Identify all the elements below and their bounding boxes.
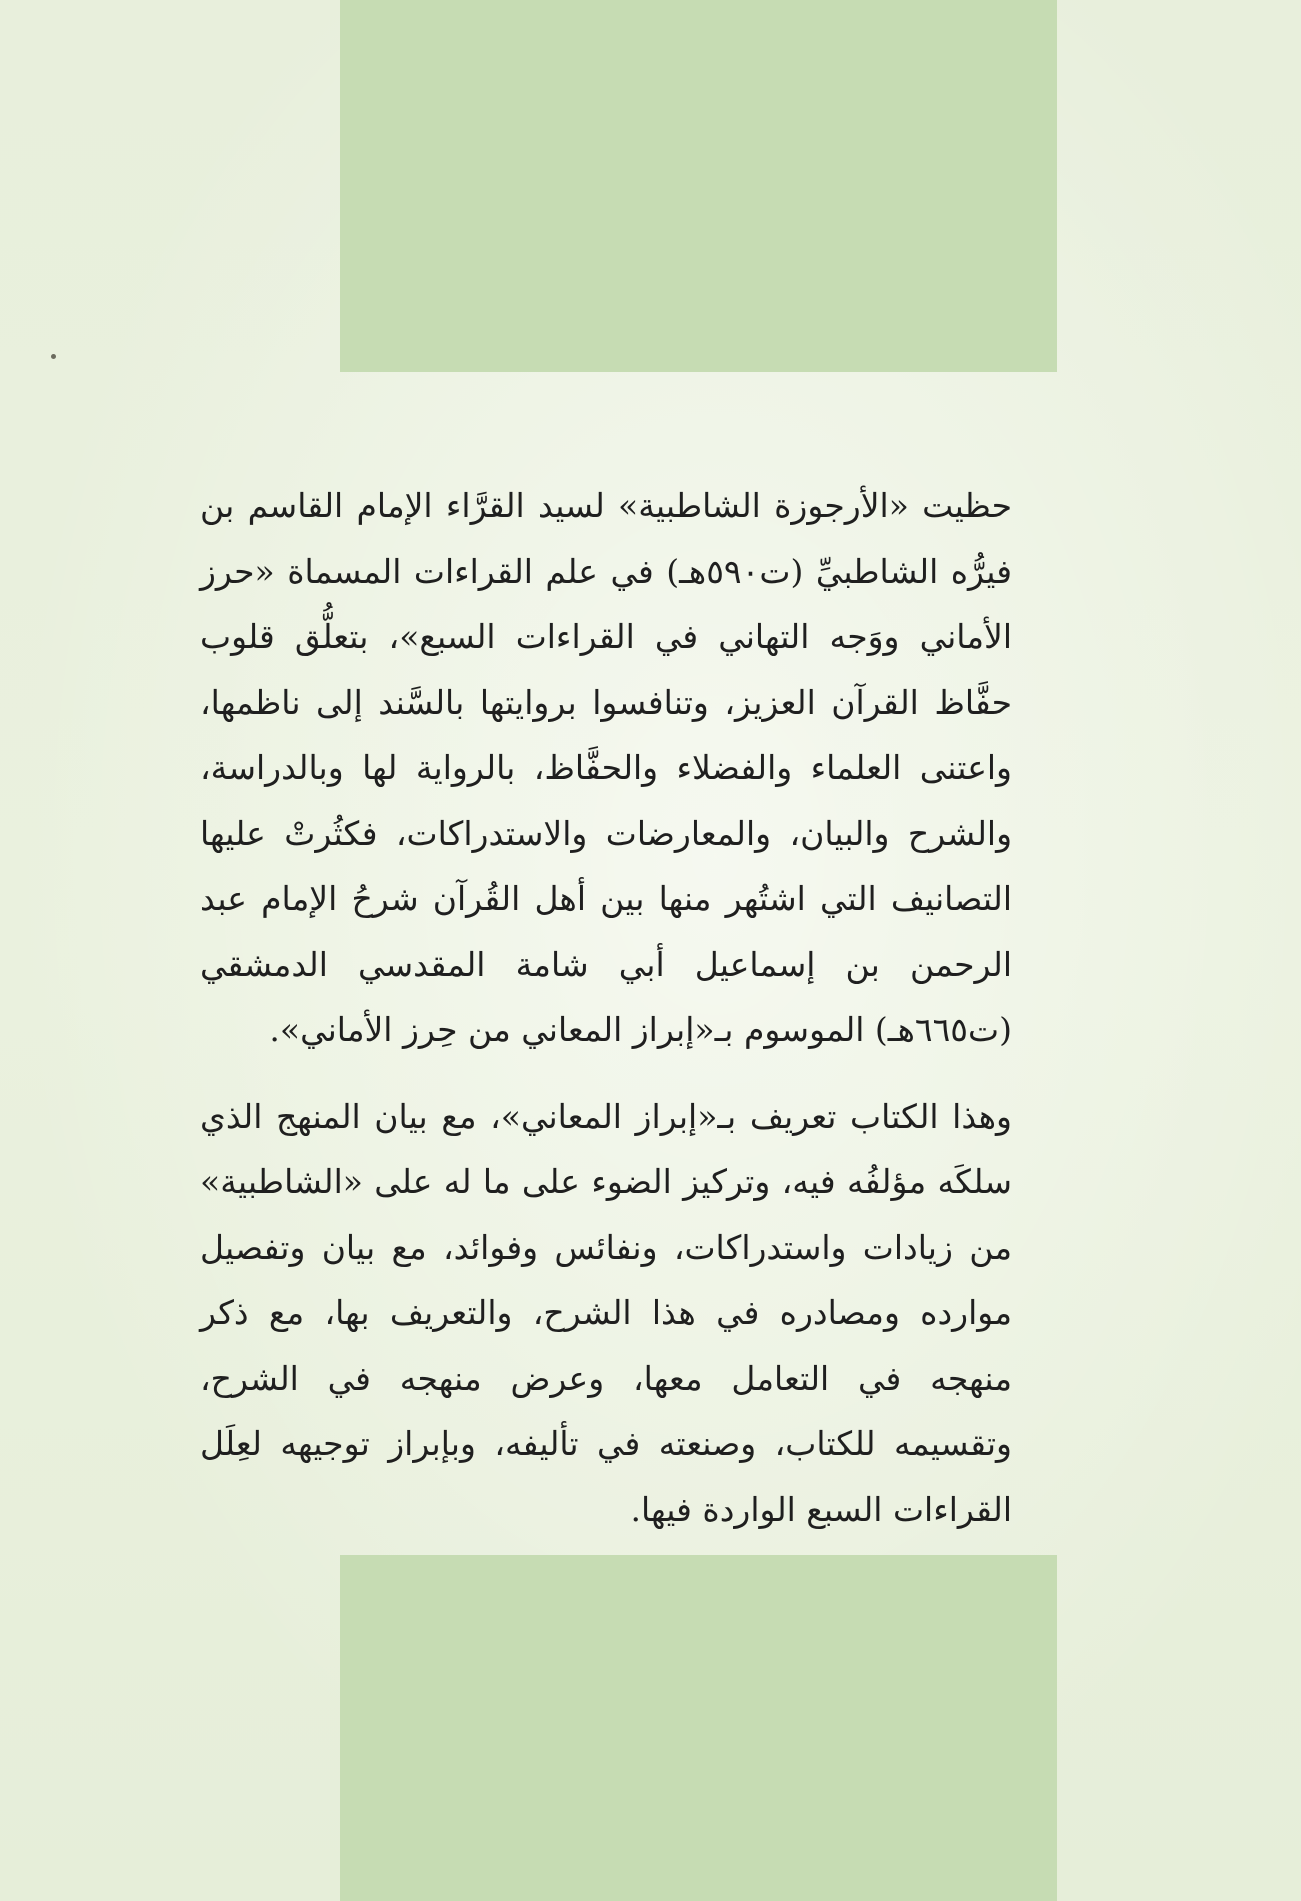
top-green-panel (340, 0, 1057, 372)
bottom-green-panel (340, 1555, 1057, 1901)
cover-blurb (200, 473, 1012, 1542)
blurb-paragraph-2: وهذا الكتاب تعريف بـ«إبراز المعاني»، مع بيان المنهج الذي سلكَه مؤلفُه فيه، وتركيز الضوء على ما له على «الشاطبية» من زيادات واستدراكات، ونفائس وفوائد، مع بيان وتفصيل موارده ومصادره في هذا الشرح، والتعريف بها، مع ذكر منهجه في التعامل معها، وعرض منهجه في الشرح، وتقسيمه للكتاب، وصنعته في تأليفه، وبإبراز توجيهه لعِلَل القراءات السبع الواردة فيها. (200, 1096, 1012, 1529)
speck-mark (51, 354, 56, 359)
blurb-paragraph-1: حظيت «الأرجوزة الشاطبية» لسيد القرَّاء الإمام القاسم بن فيرُّه الشاطبيِّ (ت٥٩٠هـ) في علم القراءات المسماة «حرز الأماني ووَجه التهاني في القراءات السبع»، بتعلُّق قلوب حفَّاظ القرآن العزيز، وتنافسوا بروايتها بالسَّند إلى ناظمها، واعتنى العلماء والفضلاء والحفَّاظ، بالرواية لها وبالدراسة، والشرح والبيان، والمعارضات والاستدراكات، فكثُرتْ عليها التصانيف التي اشتُهر منها بين أهل القُرآن شرحُ الإمام عبد الرحمن بن إسماعيل أبي شامة المقدسي الدمشقي (ت٦٦٥هـ) الموسوم بـ«إبراز المعاني من حِرز الأماني». (200, 486, 1012, 1049)
